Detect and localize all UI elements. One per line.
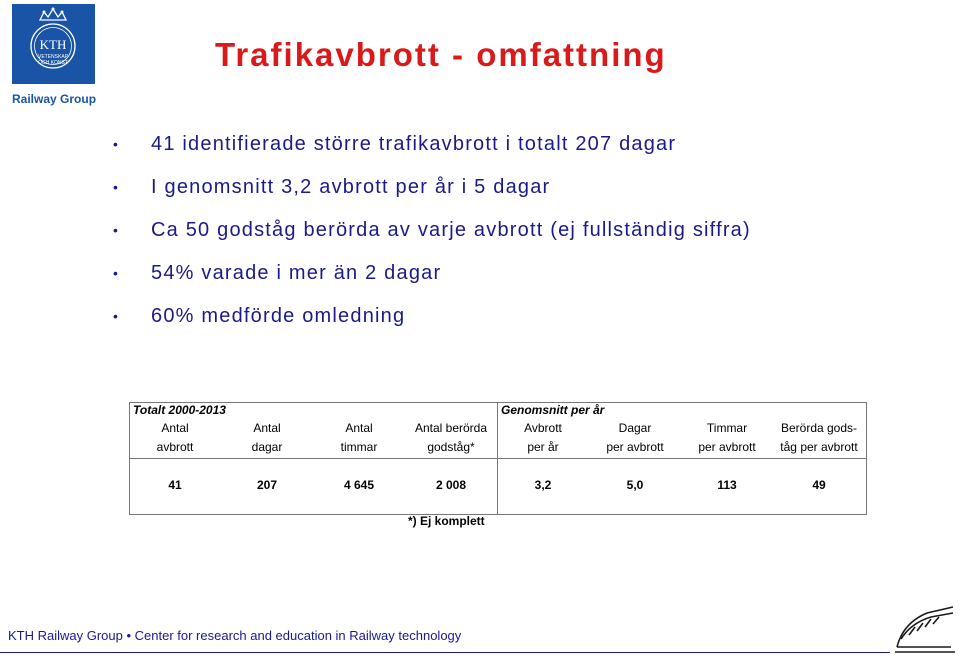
table-footnote: *) Ej komplett	[408, 514, 485, 528]
slide-title: Trafikavbrott - omfattning	[215, 36, 667, 73]
table-col-header: Avbrott per år	[524, 421, 562, 454]
logo-subtext2: OCH KONST	[38, 60, 68, 66]
table-col-header: Dagar per avbrott	[606, 421, 664, 454]
bullet-item: • I genomsnitt 3,2 avbrott per år i 5 dagar	[110, 167, 751, 210]
table-value: 113	[717, 478, 737, 492]
table-value: 49	[812, 478, 826, 492]
table-col-header: Antal dagar	[251, 421, 283, 454]
bullet-item: • 60% medförde omledning	[110, 296, 751, 339]
bullet-item: • Ca 50 godståg berörda av varje avbrott (ej fullständig siffra)	[110, 210, 751, 253]
table-col-header: Timmar per avbrott	[698, 421, 756, 454]
bullet-dot-icon: •	[113, 222, 120, 238]
bullet-dot-icon: •	[113, 179, 120, 195]
logo-subtext1: VETENSKAP	[37, 54, 69, 60]
table-col-header: Antal avbrott	[156, 421, 194, 454]
train-icon	[893, 597, 957, 660]
footer-text: KTH Railway Group • Center for research and education in Railway technology	[8, 628, 462, 643]
table-value: 41	[168, 478, 182, 492]
table-value: 207	[256, 478, 278, 492]
bullet-dot-icon: •	[113, 265, 120, 281]
table-group1-header: Totalt 2000-2013	[133, 403, 226, 417]
bullet-dot-icon: •	[113, 308, 120, 324]
table-col-header: Berörda gods- tåg per avbrott	[780, 421, 858, 454]
table-value: 2 008	[435, 478, 467, 492]
table-col-header: Antal timmar	[340, 421, 378, 454]
footer-divider	[0, 652, 890, 653]
bullet-list	[110, 124, 751, 339]
brand-caption: Railway Group	[12, 92, 97, 106]
bullet-item: • 54% varade i mer än 2 dagar	[110, 253, 751, 296]
logo-text: KTH	[39, 37, 67, 52]
bullet-dot-icon: •	[113, 136, 120, 152]
table-col-header: Antal berörda godståg*	[414, 421, 488, 454]
table-value: 4 645	[343, 478, 375, 492]
bullet-item: • 41 identifierade större trafikavbrott i totalt 207 dagar	[110, 124, 751, 167]
table-value: 5,0	[626, 478, 644, 492]
table-value: 3,2	[534, 478, 552, 492]
kth-logo	[12, 4, 95, 84]
table-group2-header: Genomsnitt per år	[501, 403, 605, 417]
